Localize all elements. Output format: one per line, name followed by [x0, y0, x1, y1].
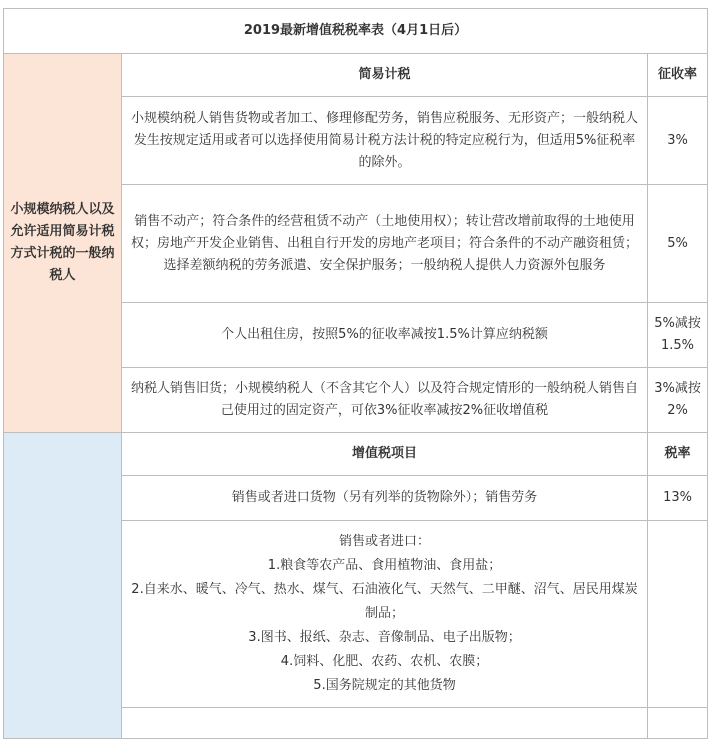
row-rate: 5%减按1.5%	[648, 303, 708, 368]
row-rate: 3%	[648, 97, 708, 185]
list-line: 3.图书、报纸、杂志、音像制品、电子出版物；	[248, 630, 521, 645]
section1-header-row	[4, 54, 708, 97]
row-rate	[648, 708, 708, 739]
section2-item-header: 增值税项目	[122, 433, 648, 476]
row-item	[122, 708, 648, 739]
row-rate: 3%减按2%	[648, 368, 708, 433]
section1-category: 小规模纳税人以及允许适用简易计税方式计税的一般纳税人	[4, 54, 122, 433]
row-item: 销售或者进口货物（另有列举的货物除外）；销售劳务	[122, 476, 648, 521]
row-item: 小规模纳税人销售货物或者加工、修理修配劳务，销售应税服务、无形资产；一般纳税人发生按规定适用或者可以选择使用简易计税方法计税的特定应税行为，但适用5%征税率的除外。	[122, 97, 648, 185]
row-rate	[648, 521, 708, 708]
section2-header-row	[4, 433, 708, 476]
section1-item-header: 简易计税	[122, 54, 648, 97]
list-line: 4.饲料、化肥、农药、农机、农膜；	[280, 654, 489, 669]
list-line: 1.粮食等农产品、食用植物油、食用盐；	[267, 558, 502, 573]
row-item-list	[122, 521, 648, 708]
section2-rate-header: 税率	[648, 433, 708, 476]
row-rate: 13%	[648, 476, 708, 521]
section2-category	[4, 433, 122, 739]
vat-rate-table	[3, 8, 708, 739]
table-title-row	[4, 9, 708, 54]
row-item: 纳税人销售旧货；小规模纳税人（不含其它个人）以及符合规定情形的一般纳税人销售自己使用过的固定资产，可依3%征收率减按2%征收增值税	[122, 368, 648, 433]
section1-rate-header: 征收率	[648, 54, 708, 97]
list-line: 5.国务院规定的其他货物	[313, 678, 456, 693]
list-line: 销售或者进口：	[338, 534, 430, 549]
table-title: 2019最新增值税税率表（4月1日后）	[4, 9, 708, 54]
row-item: 销售不动产；符合条件的经营租赁不动产（土地使用权）；转让营改增前取得的土地使用权；房地产开发企业销售、出租自行开发的房地产老项目；符合条件的不动产融资租赁；选择差额纳税的劳务派遣、安全保护服务；一般纳税人提供人力资源外包服务	[122, 185, 648, 303]
list-line: 2.自来水、暖气、冷气、热水、煤气、石油液化气、天然气、二甲醚、沼气、居民用煤炭制品；	[131, 582, 638, 621]
row-item: 个人出租住房，按照5%的征收率减按1.5%计算应纳税额	[122, 303, 648, 368]
row-rate: 5%	[648, 185, 708, 303]
